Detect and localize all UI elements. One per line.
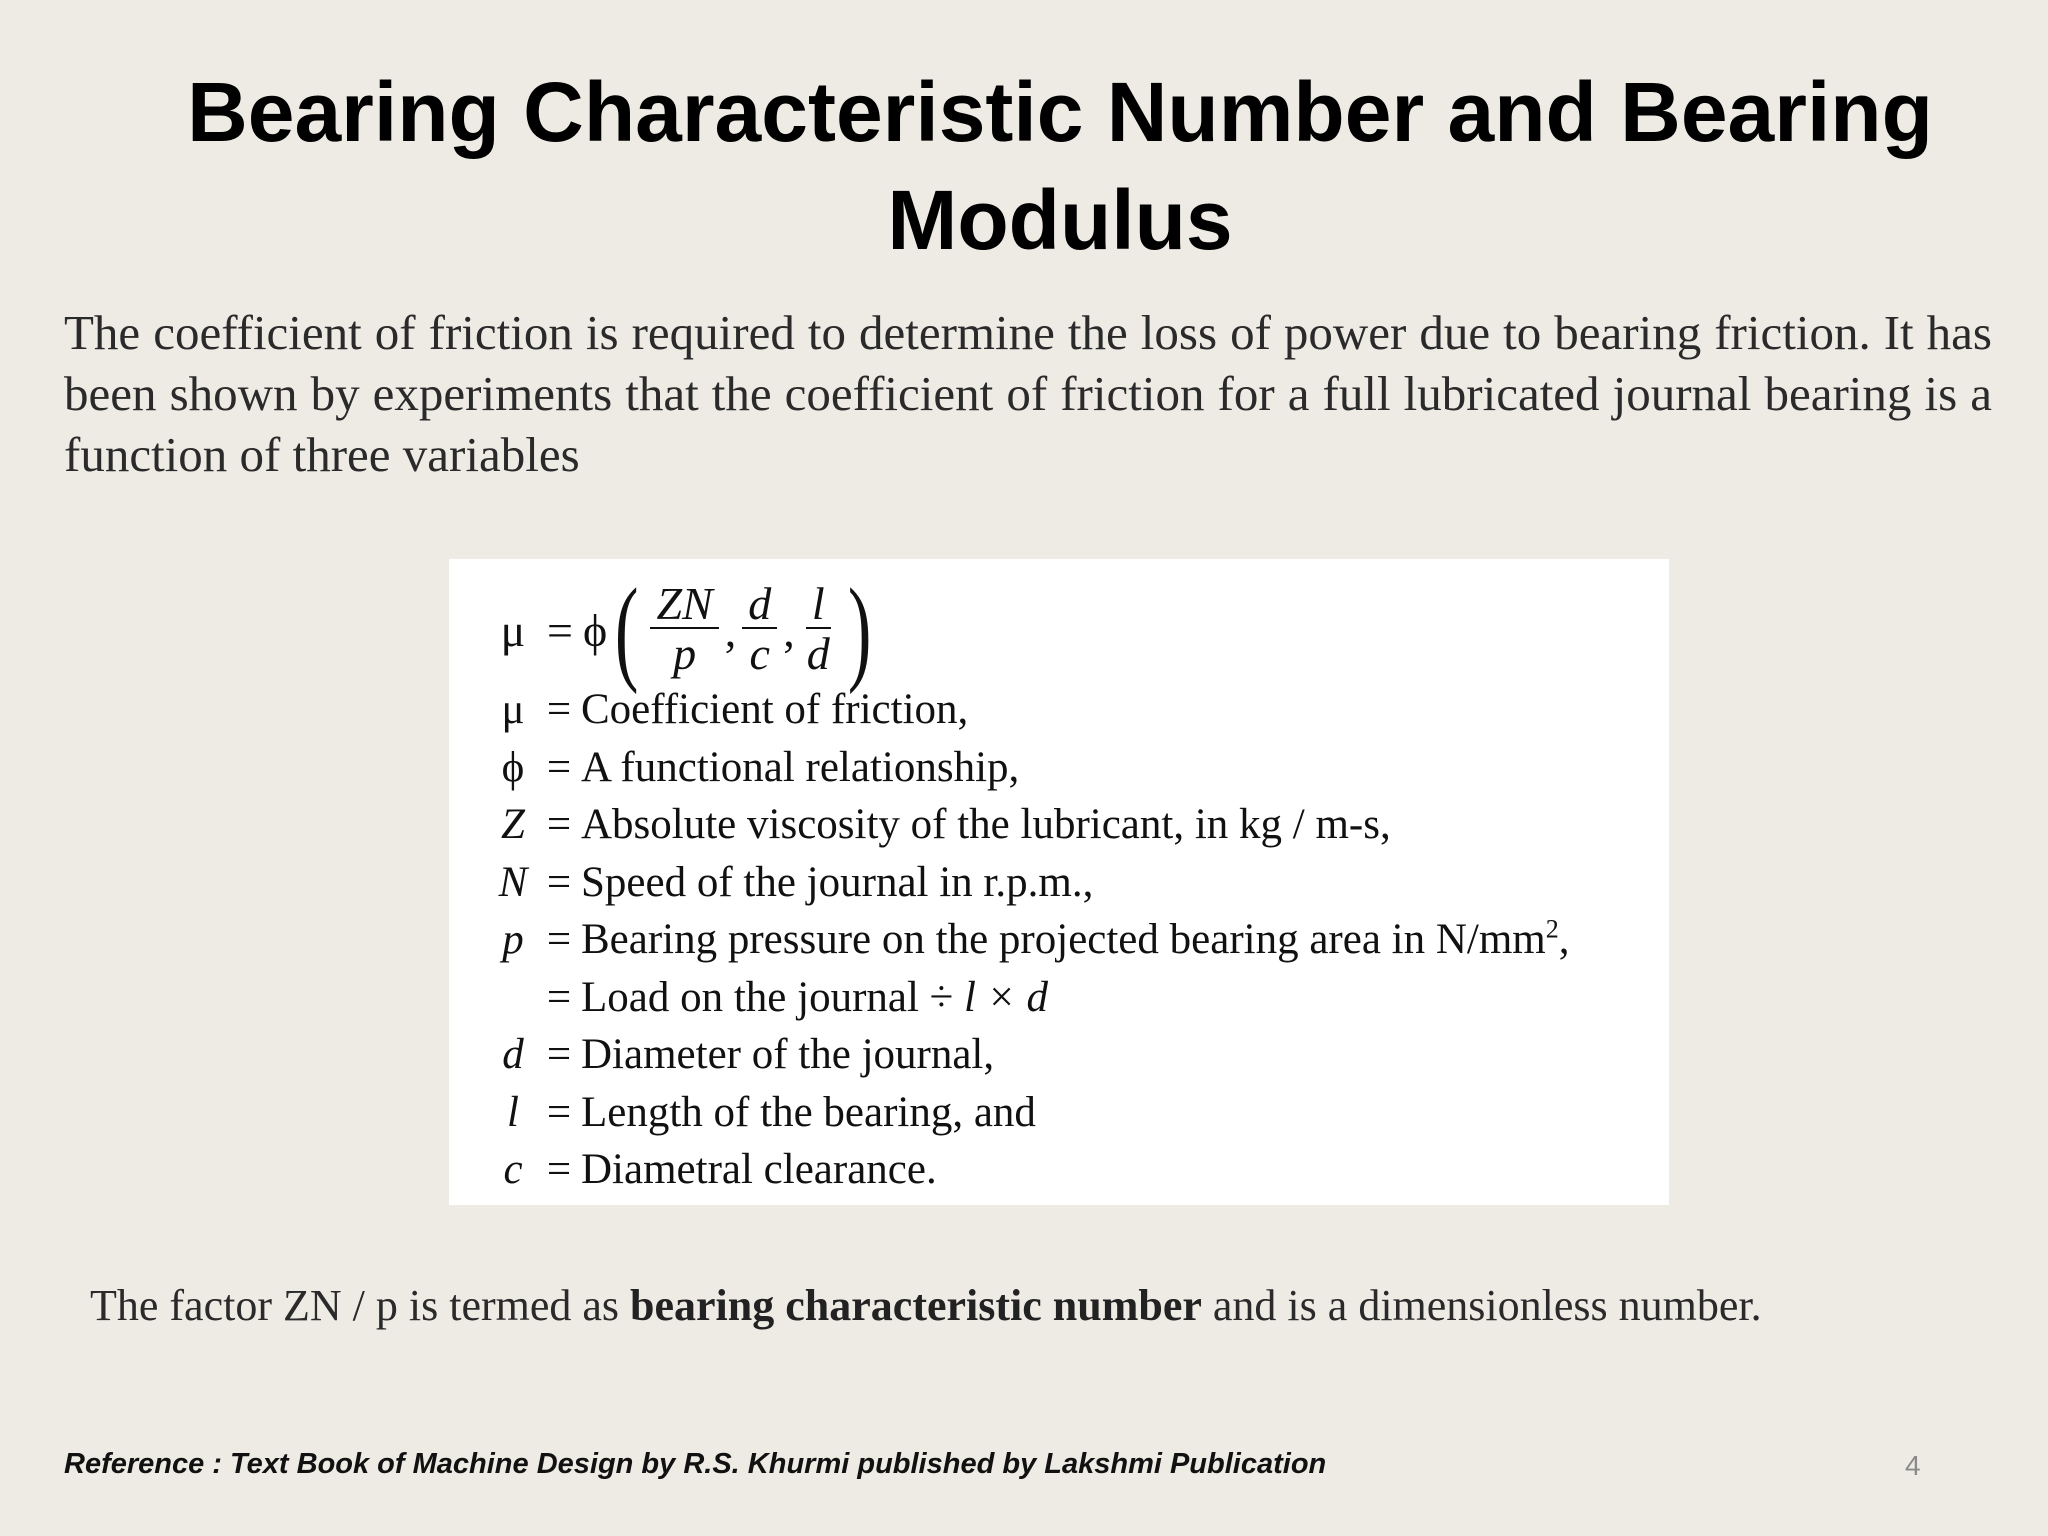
definition-row [489,911,1570,969]
right-paren-icon: ) [847,564,872,695]
definition-equals: = [546,801,572,849]
definition-text: Diameter of the journal, [581,1031,995,1079]
fraction-denominator: p [673,628,697,679]
intro-paragraph: The coefficient of friction is required to determine the loss of power due to bearing friction. It has been shown by experiments that the coefficient of friction for a full lubricated journal bearing is a function of three variables [64,305,1992,482]
definition-suffix: , [1558,916,1570,964]
fraction-numerator: l [806,581,831,629]
definition-equals: = [546,973,572,1021]
definition-equals: = [546,743,572,791]
reference-note: Reference : Text Book of Machine Design by R.S. Khurmi published by Lakshmi Publication [64,1448,1327,1480]
definition-symbol: p [502,916,524,964]
bearing-characteristic-number-term: bearing characteristic number [630,1281,1202,1330]
definition-row [489,1084,1570,1142]
definition-equals: = [546,1088,572,1136]
formula-image [449,559,1669,1205]
definition-text-main: Bearing pressure on the projected bearing area in N/mm [581,916,1546,964]
factor-sentence-before: The factor ZN / p is termed as [90,1281,631,1330]
definition-equals: = [546,916,572,964]
slide-title: Bearing Characteristic Number and Bearing Modulus [187,65,1933,267]
equation-equals: = [547,604,573,656]
definition-row [489,854,1570,912]
definition-row [489,796,1570,854]
definitions-list [489,681,1570,1199]
definition-equals: = [546,1031,572,1079]
fraction-denominator: d [806,628,830,679]
definition-text: Speed of the journal in r.p.m., [581,858,1094,906]
definition-symbol: d [502,1031,524,1079]
definition-text: A functional relationship, [581,743,1020,791]
definition-row [489,969,1570,1027]
fraction-l-over-d [801,578,836,679]
definition-symbol: l [507,1088,519,1136]
definition-italic-tail: l × d [964,973,1049,1021]
friction-equation [489,564,879,695]
fraction-separator: , [783,604,795,656]
definition-text-main: Load on the journal ÷ [581,973,965,1021]
definition-symbol: N [498,858,528,906]
definition-text [581,973,1048,1022]
page-number: 4 [1905,1450,1921,1481]
fraction-d-over-c [742,578,777,679]
definition-symbol: ϕ [501,743,525,791]
definition-symbol: Z [501,801,525,849]
definition-equals: = [546,858,572,906]
definition-text: Coefficient of friction, [581,686,969,734]
definition-row [489,1141,1570,1199]
factor-sentence [90,1280,1762,1331]
factor-sentence-after: and is a dimensionless number. [1201,1281,1762,1330]
fraction-numerator: ZN [650,581,718,629]
fraction-separator: , [724,604,737,656]
equation-function: ϕ [582,604,608,656]
definition-row [489,681,1570,739]
fraction-numerator: d [742,581,777,629]
definition-symbol: μ [501,686,525,734]
fraction-zn-over-p [650,578,718,679]
definition-row [489,1026,1570,1084]
definition-equals: = [546,1146,572,1194]
definition-text: Diametral clearance. [581,1146,937,1194]
left-paren-icon: ( [615,564,639,695]
fraction-denominator: c [749,628,770,679]
definition-equals: = [546,686,572,734]
definition-row [489,739,1570,797]
definition-symbol: c [503,1146,523,1194]
definition-superscript: 2 [1545,914,1559,944]
definition-text: Absolute viscosity of the lubricant, in kg / m-s, [581,801,1391,849]
equation-lhs: μ [500,604,526,656]
definition-text [581,915,1570,964]
definition-text: Length of the bearing, and [581,1088,1036,1136]
